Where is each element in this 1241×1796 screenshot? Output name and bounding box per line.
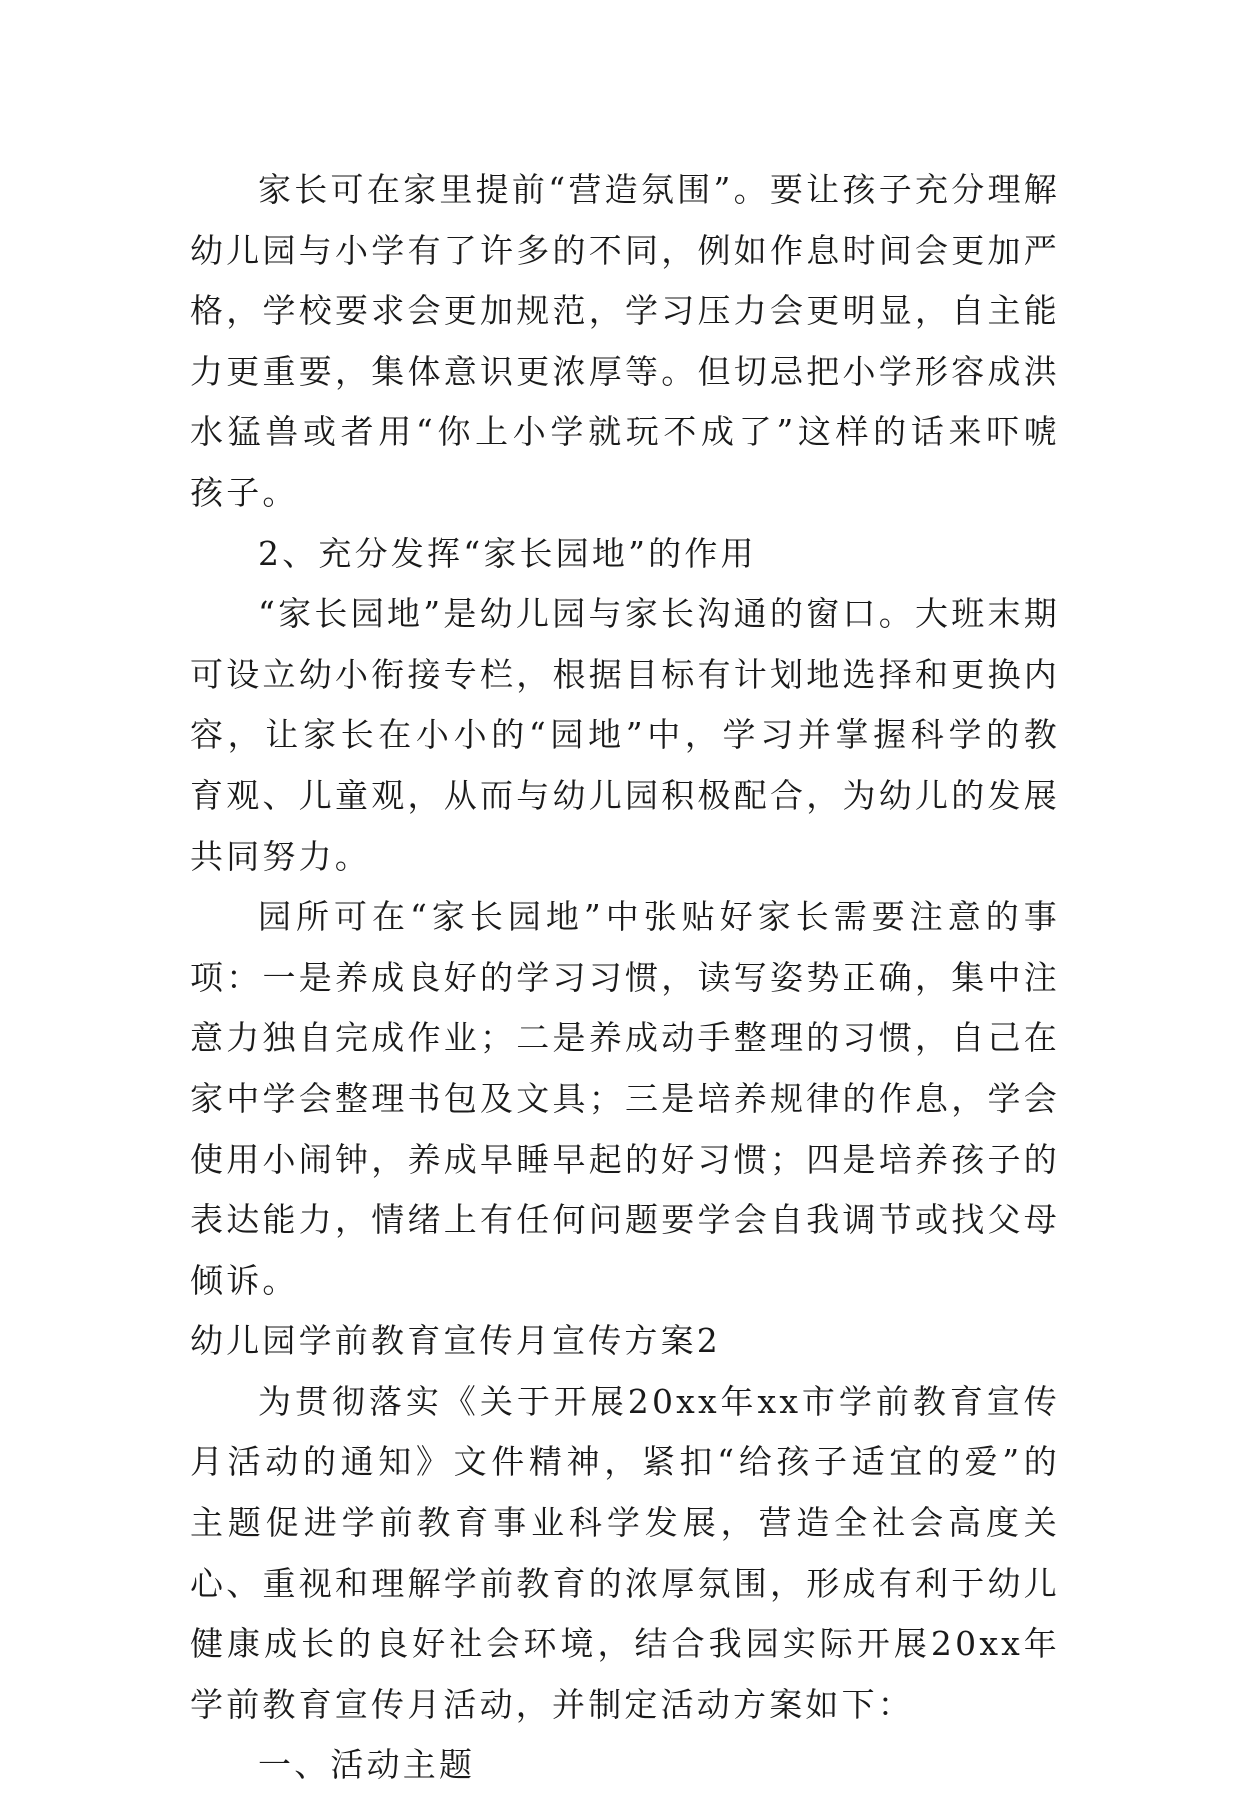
- document-title-plan-2: 幼儿园学前教育宣传月宣传方案2: [190, 1321, 721, 1361]
- section-heading-activity-theme: 一、活动主题: [258, 1745, 476, 1785]
- paragraph-notice-items: 园所可在“家长园地”中张贴好家长需要注意的事项：一是养成良好的学习习惯，读写姿势正确，集中注意力独自完成作业；二是养成动手整理的习惯，自己在家中学会整理书包及文具；三是培养规律的作息，学会使用小闹钟，养成早睡早起的好习惯；四是培养孩子的表达能力，情绪上有任何问题要学会自我调节或找父母倾诉。: [190, 897, 1060, 1300]
- paragraph-atmosphere: 家长可在家里提前“营造氛围”。要让孩子充分理解幼儿园与小学有了许多的不同，例如作息时间会更加严格，学校要求会更加规范，学习压力会更明显，自主能力更重要，集体意识更浓厚等。但切忌把小学形容成洪水猛兽或者用“你上小学就玩不成了”这样的话来吓唬孩子。: [190, 170, 1060, 512]
- document-body: [190, 160, 1060, 1796]
- section-heading-parent-garden: 2、充分发挥“家长园地”的作用: [258, 533, 757, 573]
- paragraph-plan-intro: 为贯彻落实《关于开展20xx年xx市学前教育宣传月活动的通知》文件精神，紧扣“给孩子适宜的爱”的主题促进学前教育事业科学发展，营造全社会高度关心、重视和理解学前教育的浓厚氛围，形成有利于幼儿健康成长的良好社会环境，结合我园实际开展20xx年学前教育宣传月活动，并制定活动方案如下：: [190, 1381, 1060, 1724]
- paragraph-parent-garden: “家长园地”是幼儿园与家长沟通的窗口。大班末期可设立幼小衔接专栏，根据目标有计划地选择和更换内容，让家长在小小的“园地”中，学习并掌握科学的教育观、儿童观，从而与幼儿园积极配合，为幼儿的发展共同努力。: [190, 594, 1060, 876]
